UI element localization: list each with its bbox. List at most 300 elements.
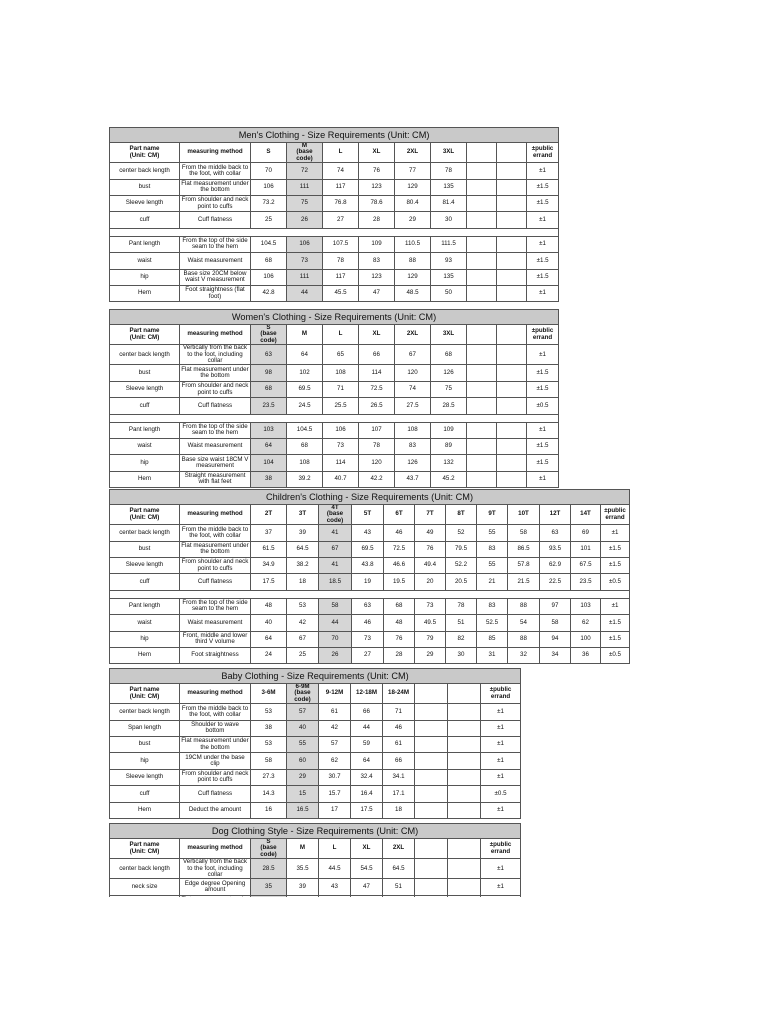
size-value-cell: 21.5 <box>508 574 540 590</box>
size-value-cell <box>415 879 448 895</box>
size-value-cell: 58 <box>508 525 540 541</box>
size-table-1 <box>109 127 559 302</box>
size-column-header: 3XL <box>431 325 467 345</box>
size-value-cell: 109 <box>431 422 467 438</box>
size-value-cell: 73 <box>287 253 323 269</box>
size-value-cell: 46.6 <box>384 558 415 574</box>
table-title-row <box>110 669 521 684</box>
size-value-cell: 17 <box>319 802 351 818</box>
size-value-cell: 21 <box>477 574 508 590</box>
tolerance-cell: ±1 <box>527 285 559 301</box>
size-value-cell: 26 <box>319 647 352 663</box>
size-value-cell <box>467 212 497 228</box>
size-value-cell: 43.7 <box>395 471 431 487</box>
size-value-cell: 103 <box>571 598 601 614</box>
size-value-cell: 28.5 <box>251 859 287 879</box>
size-value-cell <box>467 455 497 471</box>
tolerance-cell: ±1.5 <box>527 365 559 381</box>
size-column-header: S (base code) <box>251 325 287 345</box>
table-row <box>110 598 630 614</box>
size-value-cell: 46 <box>383 720 415 736</box>
size-column-header: 9-12M <box>319 684 351 704</box>
size-value-cell: 72.5 <box>359 381 395 397</box>
part-name-cell: center back length <box>110 859 180 879</box>
size-value-cell: 106 <box>251 179 287 195</box>
size-value-cell: 104.5 <box>251 236 287 252</box>
part-name-cell: cuff <box>110 574 180 590</box>
size-value-cell <box>497 236 527 252</box>
size-column-header: L <box>323 325 359 345</box>
size-value-cell: 34 <box>540 647 571 663</box>
size-value-cell: 64.5 <box>287 541 319 557</box>
size-value-cell: 100 <box>571 631 601 647</box>
part-name-cell: center back length <box>110 163 180 179</box>
measuring-method-header: measuring method <box>180 143 251 163</box>
size-value-cell: 18 <box>287 574 319 590</box>
size-value-cell: 27.3 <box>251 769 287 785</box>
size-value-cell: 55 <box>287 737 319 753</box>
measuring-method-cell: 19CM under the base clip <box>180 753 251 769</box>
size-value-cell: 94 <box>540 631 571 647</box>
size-value-cell: 111 <box>287 269 323 285</box>
size-value-cell: 93 <box>431 253 467 269</box>
size-value-cell <box>415 720 448 736</box>
size-value-cell: 47 <box>351 879 383 895</box>
size-value-cell: 59 <box>351 737 383 753</box>
size-value-cell: 61 <box>383 737 415 753</box>
size-column-header <box>448 839 481 859</box>
tolerance-cell: ±1.5 <box>601 631 630 647</box>
measuring-method-header: measuring method <box>180 839 251 859</box>
size-value-cell <box>467 365 497 381</box>
size-value-cell <box>467 285 497 301</box>
size-value-cell: 39.2 <box>287 471 323 487</box>
size-value-cell: 76 <box>415 541 446 557</box>
size-value-cell: 57 <box>319 737 351 753</box>
tolerance-cell: ±1.5 <box>527 455 559 471</box>
size-value-cell: 44 <box>351 720 383 736</box>
size-value-cell: 104 <box>251 455 287 471</box>
group-separator <box>110 228 559 236</box>
size-value-cell: 106 <box>287 236 323 252</box>
size-value-cell: 29 <box>415 647 446 663</box>
measuring-method-cell: Flat measurement under the bottom <box>180 541 251 557</box>
size-column-header: 2XL <box>395 325 431 345</box>
size-value-cell: 23.5 <box>251 398 287 414</box>
size-value-cell: 75 <box>287 196 323 212</box>
size-value-cell: 89 <box>431 439 467 455</box>
size-value-cell: 80.4 <box>395 196 431 212</box>
header-row <box>110 839 521 859</box>
size-value-cell: 67 <box>395 345 431 365</box>
part-name-cell: waist <box>110 615 180 631</box>
size-value-cell <box>497 455 527 471</box>
part-name-header: Part name (Unit: CM) <box>110 143 180 163</box>
size-value-cell: 79.5 <box>446 541 477 557</box>
size-value-cell: 68 <box>431 345 467 365</box>
size-value-cell <box>497 253 527 269</box>
size-value-cell: 24 <box>251 647 287 663</box>
size-value-cell: 52.2 <box>446 558 477 574</box>
size-value-cell <box>415 753 448 769</box>
tolerance-cell: ±1 <box>527 471 559 487</box>
size-value-cell: 16.5 <box>287 802 319 818</box>
measuring-method-cell: Flat measurement under the bottom <box>180 365 251 381</box>
size-value-cell: 78 <box>431 163 467 179</box>
measuring-method-cell: Cuff flatness <box>180 786 251 802</box>
size-value-cell: 74 <box>395 381 431 397</box>
size-value-cell: 70 <box>251 163 287 179</box>
size-column-header <box>467 143 497 163</box>
size-value-cell: 126 <box>395 455 431 471</box>
size-value-cell: 76.8 <box>323 196 359 212</box>
size-value-cell: 123 <box>359 269 395 285</box>
tolerance-cell: ±0.5 <box>601 574 630 590</box>
size-table-2 <box>109 309 559 488</box>
measuring-method-cell: Cuff flatness <box>180 212 251 228</box>
size-value-cell: 76 <box>359 163 395 179</box>
size-value-cell: 25.5 <box>323 398 359 414</box>
size-value-cell: 17.1 <box>383 786 415 802</box>
size-value-cell: 86.5 <box>508 541 540 557</box>
size-value-cell: 73 <box>415 598 446 614</box>
size-value-cell: 83 <box>359 253 395 269</box>
size-table-3 <box>109 489 630 664</box>
size-value-cell <box>467 163 497 179</box>
tolerance-cell: ±1 <box>601 598 630 614</box>
size-value-cell: 126 <box>431 365 467 381</box>
size-table-4 <box>109 668 521 819</box>
measuring-method-cell: Cuff flatness <box>180 574 251 590</box>
part-name-cell: waist <box>110 253 180 269</box>
size-value-cell: 28 <box>384 647 415 663</box>
size-value-cell: 17.5 <box>251 574 287 590</box>
measuring-method-cell: Shoulder to wave bottom <box>180 720 251 736</box>
size-value-cell: 45.2 <box>431 471 467 487</box>
size-value-cell: 19.5 <box>384 574 415 590</box>
size-column-header: 6-9M (base code) <box>287 684 319 704</box>
size-value-cell: 52 <box>446 525 477 541</box>
measuring-method-cell: Waist measurement <box>180 615 251 631</box>
table-row <box>110 269 559 285</box>
table-title-row <box>110 128 559 143</box>
size-value-cell: 43 <box>352 525 384 541</box>
size-value-cell: 14.3 <box>251 786 287 802</box>
size-value-cell <box>448 769 481 785</box>
size-value-cell: 25 <box>251 212 287 228</box>
part-name-header: Part name (Unit: CM) <box>110 325 180 345</box>
size-value-cell: 30.7 <box>319 769 351 785</box>
size-chart-table <box>109 309 559 488</box>
part-name-cell: bust <box>110 737 180 753</box>
size-value-cell: 40.7 <box>323 471 359 487</box>
size-value-cell: 38.2 <box>287 558 319 574</box>
tolerance-cell: ±1.5 <box>527 179 559 195</box>
size-value-cell: 83 <box>477 541 508 557</box>
measuring-method-header: measuring method <box>180 505 251 525</box>
size-column-header: 9T <box>477 505 508 525</box>
tolerance-cell: ±1 <box>527 163 559 179</box>
size-value-cell: 53 <box>251 737 287 753</box>
measuring-method-cell: From shoulder and neck point to cuffs <box>180 558 251 574</box>
size-value-cell: 42 <box>287 615 319 631</box>
table-row <box>110 381 559 397</box>
part-name-header: Part name (Unit: CM) <box>110 505 180 525</box>
size-value-cell: 32.4 <box>351 769 383 785</box>
part-name-cell: Sleeve length <box>110 558 180 574</box>
size-value-cell <box>448 802 481 818</box>
part-name-cell: hip <box>110 753 180 769</box>
size-value-cell: 98 <box>251 365 287 381</box>
tolerance-cell: ±1.5 <box>527 439 559 455</box>
size-value-cell: 70 <box>319 631 352 647</box>
table-row <box>110 786 521 802</box>
size-column-header: 4T (base code) <box>319 505 352 525</box>
size-value-cell <box>467 196 497 212</box>
table-row <box>110 455 559 471</box>
measuring-method-cell: Waist measurement <box>180 253 251 269</box>
tolerance-cell: ±1 <box>527 422 559 438</box>
size-value-cell: 120 <box>395 365 431 381</box>
table-title-row <box>110 310 559 325</box>
size-value-cell: 62 <box>319 753 351 769</box>
size-value-cell: 66 <box>383 753 415 769</box>
table-row <box>110 179 559 195</box>
part-name-cell: bust <box>110 179 180 195</box>
size-value-cell <box>467 439 497 455</box>
size-value-cell: 73 <box>352 631 384 647</box>
measuring-method-cell: Straight measurement with flat feet <box>180 471 251 487</box>
size-value-cell: 93.5 <box>540 541 571 557</box>
size-value-cell: 54 <box>508 615 540 631</box>
size-value-cell <box>415 737 448 753</box>
size-value-cell: 40 <box>287 720 319 736</box>
size-column-header: M <box>287 325 323 345</box>
size-column-header: 18-24M <box>383 684 415 704</box>
size-value-cell <box>467 236 497 252</box>
group-separator-row <box>110 228 559 236</box>
size-column-header: XL <box>359 325 395 345</box>
size-column-header: L <box>319 839 351 859</box>
size-value-cell: 28 <box>359 212 395 228</box>
size-value-cell: 68 <box>251 253 287 269</box>
size-column-header <box>467 325 497 345</box>
size-value-cell <box>415 769 448 785</box>
tolerance-cell: ±1 <box>481 769 521 785</box>
size-column-header <box>497 143 527 163</box>
size-value-cell: 69.5 <box>287 381 323 397</box>
size-value-cell: 62.9 <box>540 558 571 574</box>
size-value-cell: 37 <box>251 525 287 541</box>
size-value-cell <box>448 786 481 802</box>
size-value-cell: 50 <box>431 285 467 301</box>
size-value-cell: 15.7 <box>319 786 351 802</box>
size-value-cell <box>467 398 497 414</box>
table-row <box>110 615 630 631</box>
size-value-cell: 17.5 <box>351 802 383 818</box>
size-value-cell: 73.2 <box>251 196 287 212</box>
size-value-cell: 34.1 <box>383 769 415 785</box>
size-value-cell: 53 <box>287 598 319 614</box>
size-value-cell <box>415 859 448 879</box>
measuring-method-cell: Deduct the amount <box>180 802 251 818</box>
size-value-cell <box>497 196 527 212</box>
part-name-cell: center back length <box>110 525 180 541</box>
size-value-cell: 74 <box>323 163 359 179</box>
measuring-method-cell: Vertically from the back to the foot, including collar <box>180 859 251 879</box>
part-name-cell: Hem <box>110 471 180 487</box>
group-separator <box>110 590 630 598</box>
size-value-cell <box>467 179 497 195</box>
size-value-cell: 57 <box>287 704 319 720</box>
size-value-cell: 34.9 <box>251 558 287 574</box>
size-chart-table <box>109 489 630 664</box>
size-column-header: 2XL <box>383 839 415 859</box>
tolerance-cell: ±0.5 <box>601 647 630 663</box>
size-value-cell: 135 <box>431 269 467 285</box>
size-column-header <box>448 684 481 704</box>
size-value-cell: 58 <box>251 753 287 769</box>
part-name-cell: center back length <box>110 345 180 365</box>
size-column-header <box>497 325 527 345</box>
table-row <box>110 196 559 212</box>
tolerance-cell: ±1 <box>527 212 559 228</box>
size-value-cell: 47 <box>359 285 395 301</box>
table-row <box>110 253 559 269</box>
table-title: Men's Clothing - Size Requirements (Unit: CM) <box>110 128 559 143</box>
size-value-cell <box>448 704 481 720</box>
size-column-header: 5T <box>352 505 384 525</box>
tolerance-cell: ±1.5 <box>527 253 559 269</box>
size-value-cell: 49.5 <box>415 615 446 631</box>
size-value-cell <box>497 212 527 228</box>
size-column-header: XL <box>351 839 383 859</box>
size-value-cell: 45.5 <box>323 285 359 301</box>
size-value-cell: 107 <box>359 422 395 438</box>
part-name-cell: Pant length <box>110 236 180 252</box>
tolerance-cell: ±1 <box>481 737 521 753</box>
size-value-cell: 88 <box>508 598 540 614</box>
size-value-cell: 129 <box>395 179 431 195</box>
table-row <box>110 541 630 557</box>
table-title: Baby Clothing - Size Requirements (Unit: CM) <box>110 669 521 684</box>
size-value-cell: 20.5 <box>446 574 477 590</box>
size-column-header: ±public errand <box>527 143 559 163</box>
size-value-cell: 132 <box>431 455 467 471</box>
part-name-cell: Pant length <box>110 598 180 614</box>
size-value-cell: 60 <box>287 753 319 769</box>
table-row <box>110 859 521 879</box>
size-value-cell: 78.6 <box>359 196 395 212</box>
tolerance-cell: ±0.5 <box>481 786 521 802</box>
table-row <box>110 647 630 663</box>
size-column-header <box>415 684 448 704</box>
measuring-method-cell: Waist measurement <box>180 439 251 455</box>
table-row <box>110 163 559 179</box>
table-row <box>110 704 521 720</box>
measuring-method-header: measuring method <box>180 325 251 345</box>
size-value-cell: 18 <box>383 802 415 818</box>
tolerance-cell: ±1 <box>481 753 521 769</box>
size-value-cell <box>448 859 481 879</box>
measuring-method-cell: Base size 20CM below waist V measurement <box>180 269 251 285</box>
tolerance-cell: ±1.5 <box>527 196 559 212</box>
size-value-cell: 75 <box>431 381 467 397</box>
tolerance-cell: ±1 <box>601 525 630 541</box>
size-value-cell <box>448 737 481 753</box>
size-value-cell: 55 <box>477 525 508 541</box>
size-value-cell: 48 <box>384 615 415 631</box>
size-column-header: ±public errand <box>601 505 630 525</box>
size-value-cell: 106 <box>251 269 287 285</box>
size-value-cell: 72.5 <box>384 541 415 557</box>
table-row <box>110 365 559 381</box>
size-value-cell: 61.5 <box>251 541 287 557</box>
size-value-cell: 72 <box>287 163 323 179</box>
size-column-header: L <box>323 143 359 163</box>
header-row <box>110 143 559 163</box>
part-name-cell: cuff <box>110 398 180 414</box>
size-column-header: M <box>287 839 319 859</box>
size-value-cell: 35 <box>251 879 287 895</box>
size-value-cell: 88 <box>395 253 431 269</box>
size-value-cell: 19 <box>352 574 384 590</box>
table-row <box>110 558 630 574</box>
part-name-cell: Sleeve length <box>110 381 180 397</box>
measuring-method-cell: Flat measurement under the bottom <box>180 737 251 753</box>
size-value-cell: 27 <box>323 212 359 228</box>
size-value-cell <box>497 439 527 455</box>
measuring-method-cell: Cuff flatness <box>180 398 251 414</box>
table-row <box>110 212 559 228</box>
table-row <box>110 802 521 818</box>
size-value-cell <box>497 471 527 487</box>
size-value-cell: 54.5 <box>351 859 383 879</box>
size-value-cell: 135 <box>431 179 467 195</box>
size-value-cell: 129 <box>395 269 431 285</box>
size-value-cell: 51 <box>383 879 415 895</box>
measuring-method-cell: Base size waist 18CM V measurement <box>180 455 251 471</box>
size-value-cell: 27.5 <box>395 398 431 414</box>
header-row <box>110 684 521 704</box>
size-value-cell <box>448 879 481 895</box>
size-column-header: XL <box>359 143 395 163</box>
size-column-header: 10T <box>508 505 540 525</box>
measuring-method-cell: Foot straightness (flat foot) <box>180 285 251 301</box>
size-value-cell: 55 <box>477 558 508 574</box>
size-value-cell: 64 <box>287 345 323 365</box>
size-value-cell: 76 <box>384 631 415 647</box>
size-value-cell: 117 <box>323 269 359 285</box>
part-name-cell: hip <box>110 455 180 471</box>
size-value-cell: 27 <box>352 647 384 663</box>
size-value-cell: 111 <box>287 179 323 195</box>
size-column-header: 2XL <box>395 143 431 163</box>
table-row <box>110 720 521 736</box>
size-value-cell <box>467 269 497 285</box>
size-value-cell: 82 <box>446 631 477 647</box>
size-value-cell: 109 <box>359 236 395 252</box>
size-value-cell: 73 <box>323 439 359 455</box>
size-value-cell: 68 <box>251 381 287 397</box>
tolerance-cell: ±1.5 <box>601 615 630 631</box>
size-value-cell: 62 <box>571 615 601 631</box>
tolerance-cell: ±1.5 <box>527 381 559 397</box>
size-value-cell: 67 <box>319 541 352 557</box>
measuring-method-cell: Foot straightness <box>180 647 251 663</box>
size-value-cell: 46 <box>352 615 384 631</box>
part-name-cell: neck size <box>110 879 180 895</box>
